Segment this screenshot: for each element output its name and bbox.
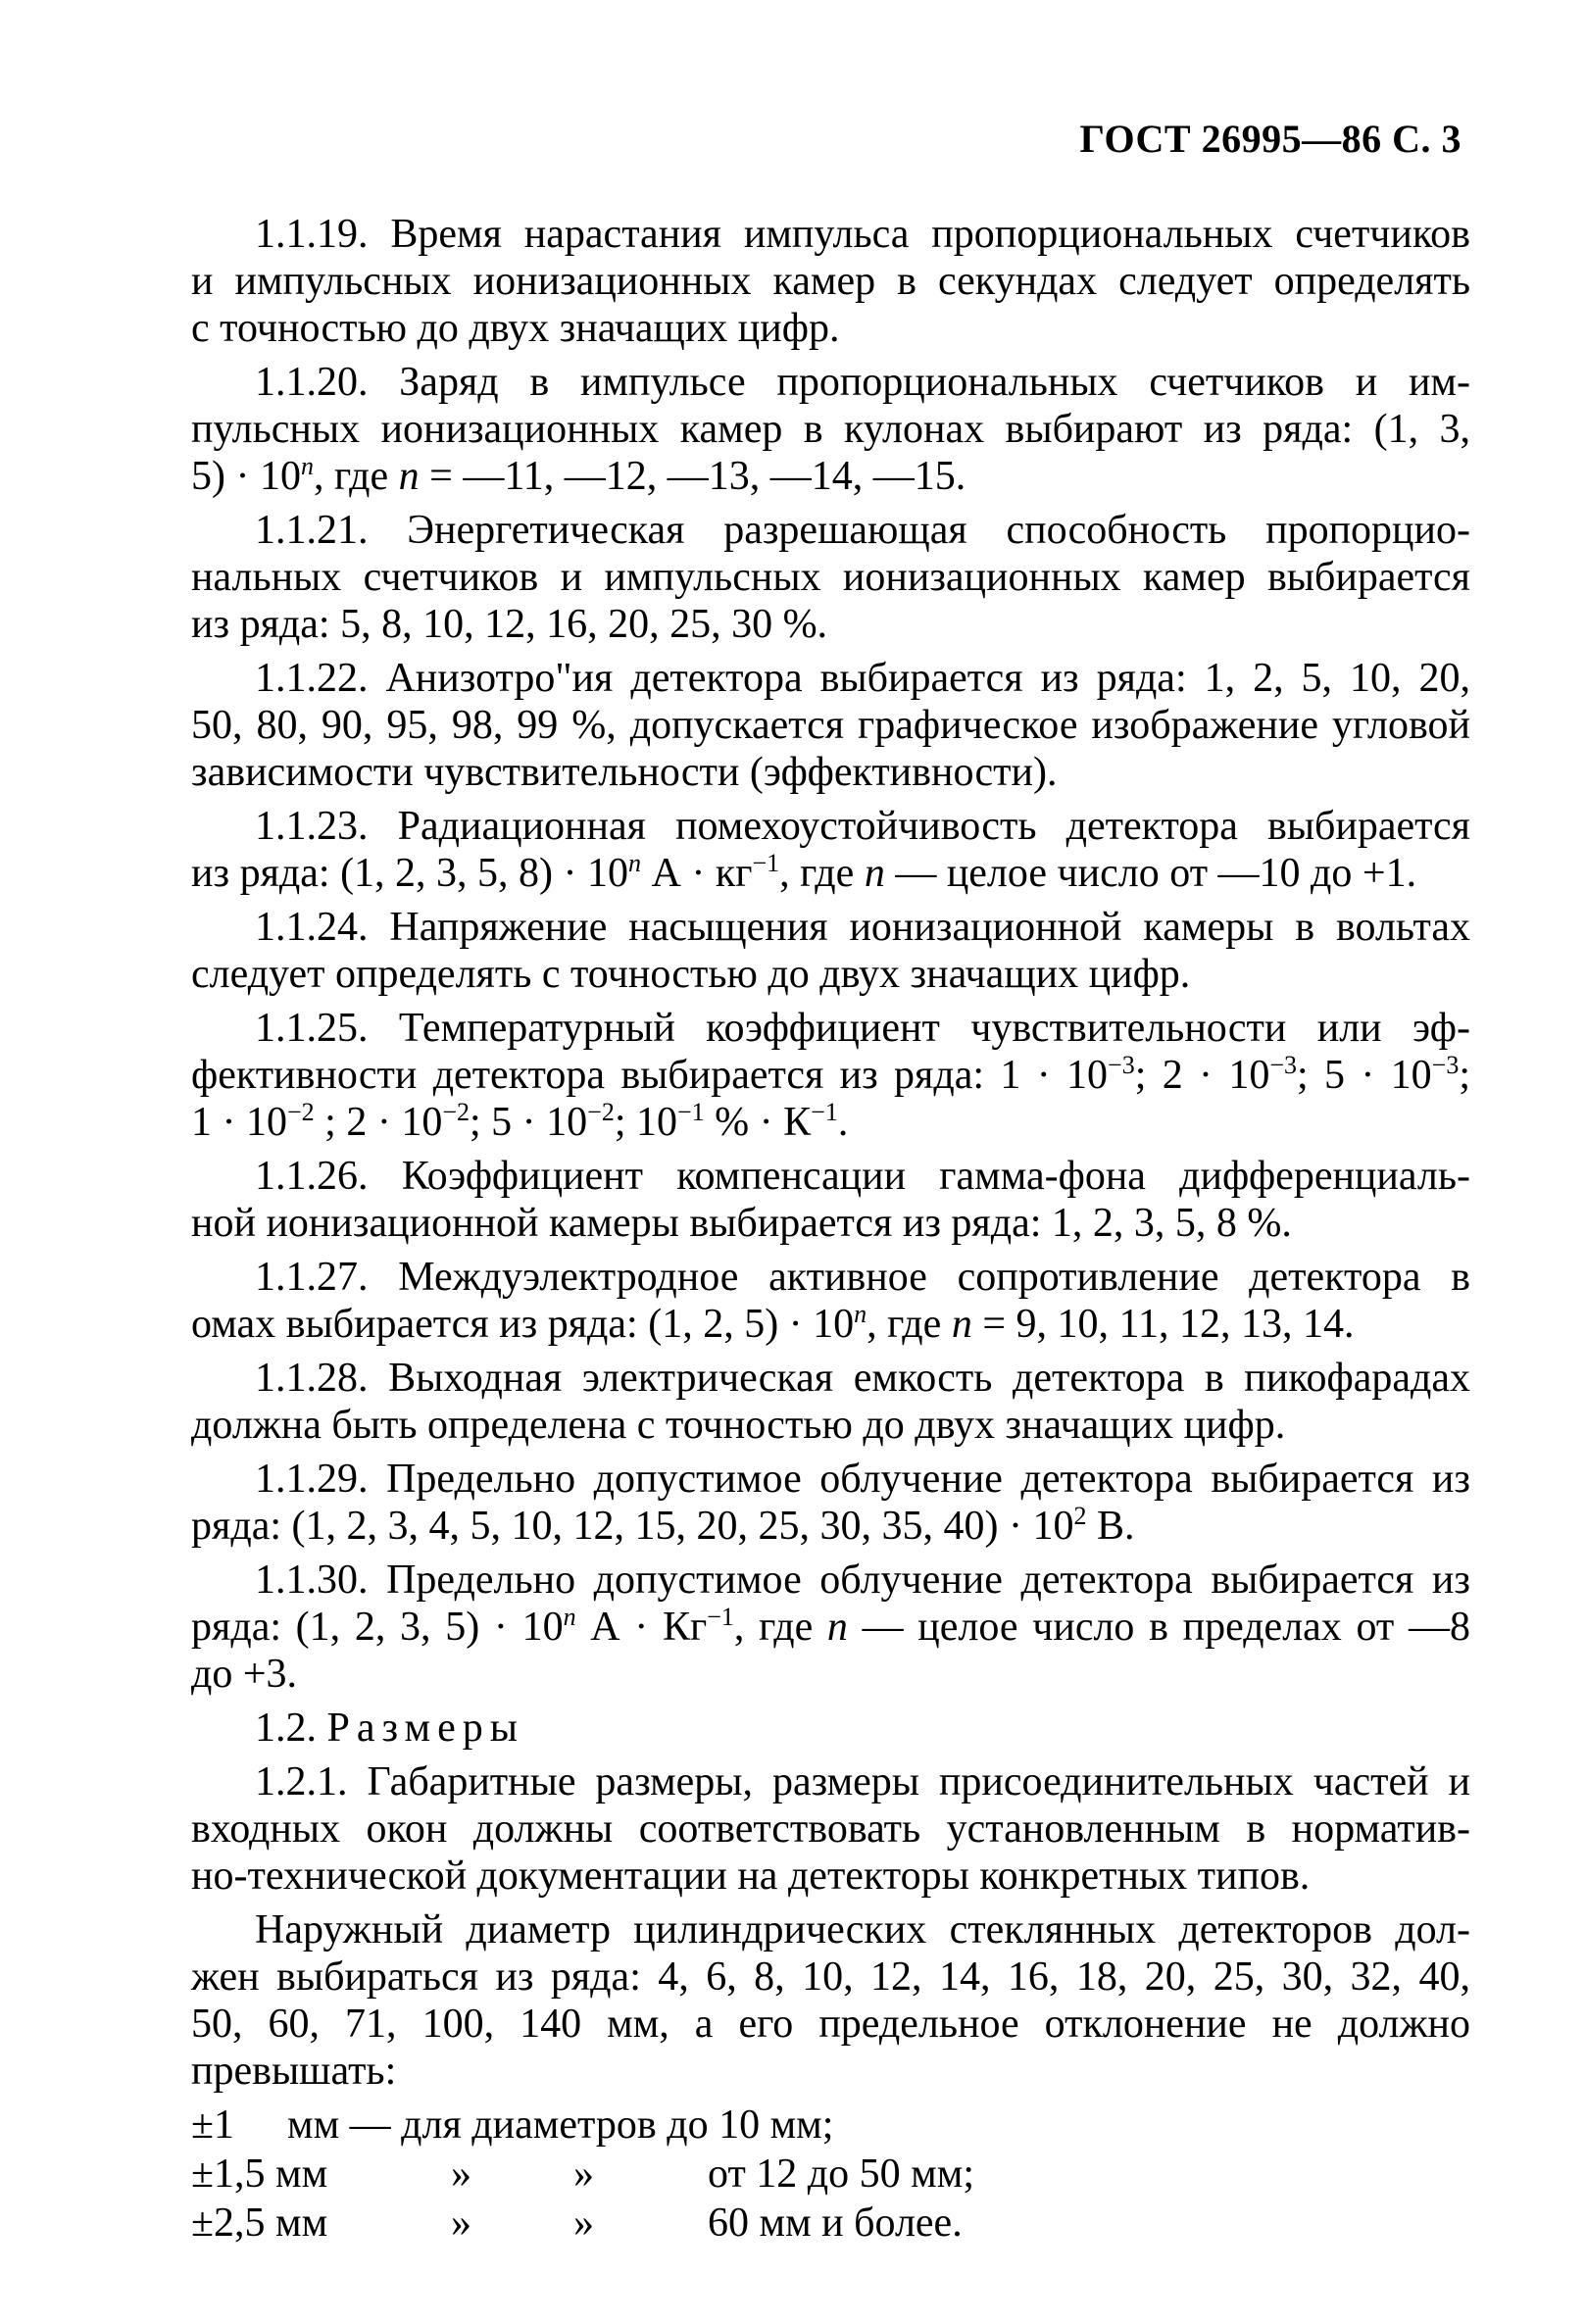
clause-1-1-27: 1.1.27. Междуэлектродное активное сопротивление детектора в омах выбирается из ряда: (1, 2, $5) \cdot 10^n$, где n = 9, 10, 11, 12, 13, 14. [191,1255,1470,1347]
page-header: ГОСТ 26995—86 С. 3 [1079,117,1461,161]
clause-1-1-26: 1.1.26. Коэффициент компенсации гамма-фона дифференциаль- ной ионизационной камеры выбирается из ряда: 1, 2, 3, 5, 8 %. [191,1154,1470,1246]
tolerance-row: ±1 мм — для диаметров до 10 мм; [191,2102,834,2148]
clause-1-1-20: 1.1.20. Заряд в импульсе пропорциональных счетчиков и им- пульсных ионизационных камер в кулонах выбирают из ряда: (1, 3, $5) \cdot 10^n$, где n = —11, —12, —13, —14, —15. [191,360,1470,499]
clause-1-1-29: 1.1.29. Предельно допустимое облучение детектора выбирается из ряда: (1, 2, 3, 4, 5, 10, 12, 15, 20, 25, 30, 35, $40) \cdot 10^2$ В. [191,1457,1470,1549]
clause-1-2-1: 1.2.1. Габаритные размеры, размеры присоединительных частей и входных окон должны соответствовать установленным в норматив- но-технической документации на детекторы конкретных типов. [191,1759,1470,1899]
tolerance-row: ±1,5 мм » » от 12 до 50 мм; [191,2151,974,2197]
clause-1-1-22: 1.1.22. Анизотро"ия детектора выбирается из ряда: 1, 2, 5, 10, 20, 50, 80, 90, 95, 98, 99 %, допускается графическое изображение угловой зависимости чувствительности (эффективности). [191,656,1470,795]
clause-1-1-21: 1.1.21. Энергетическая разрешающая способность пропорцио- нальных счетчиков и импульсных ионизационных камер выбирается из ряда: 5, 8, 10, 12, 16, 20, 25, 30 %. [191,508,1470,647]
clause-1-1-30: 1.1.30. Предельно допустимое облучение детектора выбирается из ряда: (1, 2, 3, $5) \cdot 10^n$ $А \cdot Кг^{-1}$, где n — целое число в пределах от —8 до +3. [191,1558,1470,1697]
section-1-2-heading: 1.2. Размеры [255,1706,524,1751]
clause-1-1-24: 1.1.24. Напряжение насыщения ионизационной камеры в вольтах следует определять с точностью до двух значащих цифр. [191,905,1470,997]
clause-1-1-25: 1.1.25. Температурный коэффициент чувствительности или эф- фективности детектора выбирается из ряда: $1 \cdot 10^{-3}$; $2 \cdot 10^{-3}$; $5 \cdot 10^{-3}$; $1 \cdot 10^{-2}$ ; $2 \cdot 10^{-2}$; $5 \cdot 10^{-2}$; $10^{-1}$ % · $К^{-1}$. [191,1006,1470,1145]
clause-1-1-28: 1.1.28. Выходная электрическая емкость детектора в пикофарадах должна быть определена с точностью до двух значащих цифр. [191,1356,1470,1448]
clause-1-1-23: 1.1.23. Радиационная помехоустойчивость детектора выбирается из ряда: (1, 2, 3, 5, $8) \cdot 10^n$ $А \cdot кг^{-1}$, где n — целое число от —10 до +1. [191,804,1470,896]
tolerance-list [127,2101,1470,2249]
document-body [127,211,1470,2249]
diameter-paragraph: Наружный диаметр цилиндрических стеклянных детекторов дол- жен выбираться из ряда: 4, 6, 8, 10, 12, 14, 16, 18, 20, 25, 30, 32, 40, 50, 60, 71, 100, 140 мм, а его предельное отклонение не должно превышать: [191,1907,1470,2094]
clause-1-1-19: 1.1.19. Время нарастания импульса пропорциональных счетчиков и импульсных ионизационных камер в секундах следует определять с точностью до двух значащих цифр. [191,212,1470,351]
tolerance-row: ±2,5 мм » » 60 мм и более. [191,2200,963,2246]
